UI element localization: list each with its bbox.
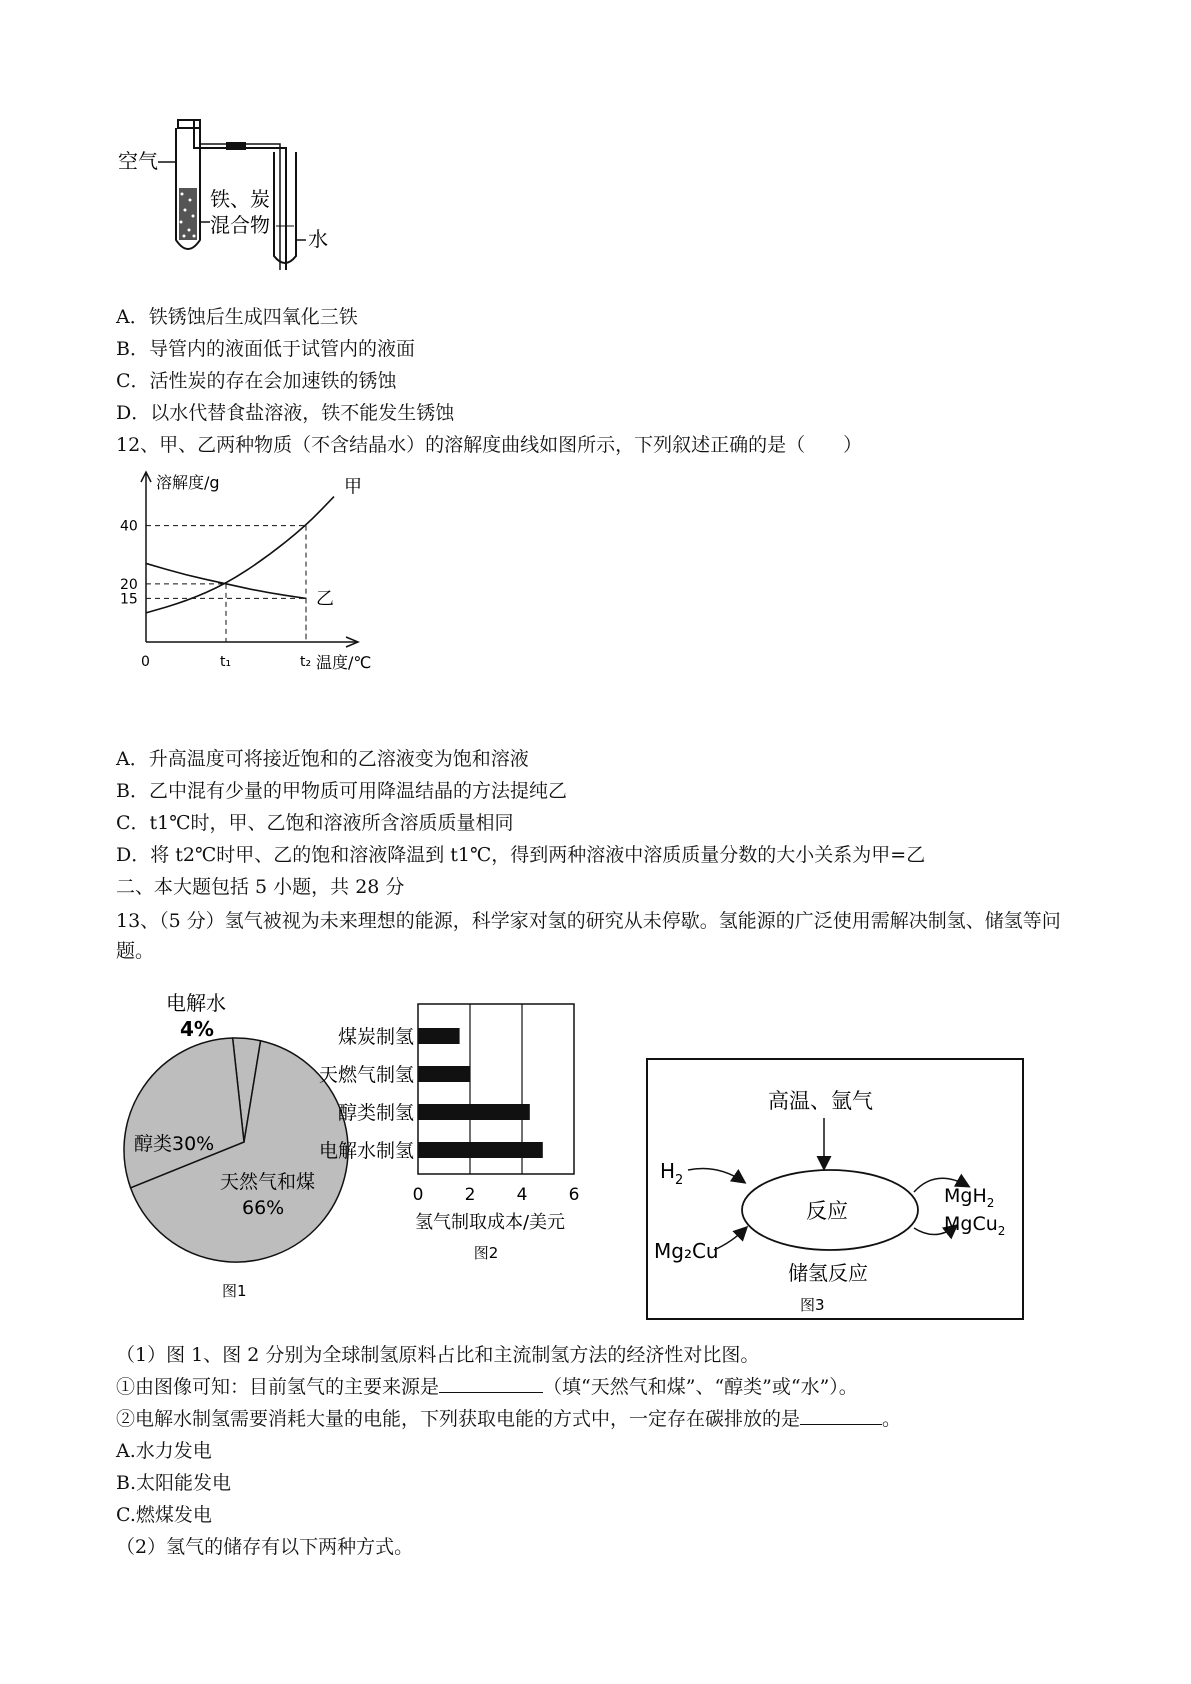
bar bbox=[418, 1104, 530, 1120]
hydrogen-cost-bar-chart bbox=[318, 1000, 630, 1280]
q13-item2 bbox=[116, 1406, 901, 1432]
fig3-mg2cu-label: Mg₂Cu bbox=[654, 1239, 719, 1263]
origin-label: 0 bbox=[141, 654, 150, 670]
bar-category-label: 醇类制氢 bbox=[337, 1102, 414, 1124]
bar-x-tick: 2 bbox=[464, 1185, 476, 1205]
bar-category-label: 天燃气制氢 bbox=[318, 1064, 414, 1086]
q11-option-b: B．导管内的液面低于试管内的液面 bbox=[116, 338, 415, 360]
bar bbox=[418, 1028, 460, 1044]
bar-x-tick: 4 bbox=[516, 1185, 528, 1205]
fig3-h2-label: $H_2$ bbox=[660, 1159, 684, 1188]
q13-item1-blank[interactable] bbox=[439, 1374, 543, 1393]
q12-stem: 12、甲、乙两种物质（不含结晶水）的溶解度曲线如图所示，下列叙述正确的是（ ） bbox=[116, 434, 863, 456]
hydrogen-storage-diagram bbox=[646, 1058, 1026, 1322]
x-axis-label: 温度/℃ bbox=[316, 653, 372, 672]
q13-item2-blank[interactable] bbox=[800, 1406, 882, 1425]
q12-option-a: A．升高温度可将接近饱和的乙溶液变为饱和溶液 bbox=[116, 748, 529, 770]
fig3-mgh2-label: MgH$_2$ bbox=[944, 1185, 995, 1210]
solubility-curve-chart bbox=[118, 470, 418, 725]
q11-option-c: C．活性炭的存在会加速铁的锈蚀 bbox=[116, 370, 397, 392]
fig3-caption: 图3 bbox=[800, 1296, 825, 1314]
bar-x-tick: 0 bbox=[412, 1185, 424, 1205]
fig3-reaction-label: 反应 bbox=[806, 1199, 848, 1223]
pie-value-gas-coal: 66% bbox=[242, 1197, 285, 1219]
bar bbox=[418, 1142, 543, 1158]
bar-x-label: 氢气制取成本/美元 bbox=[414, 1212, 566, 1233]
q13-choice-a: A.水力发电 bbox=[116, 1440, 212, 1462]
q13-choice-c: C.燃煤发电 bbox=[116, 1504, 212, 1526]
section-2-heading: 二、本大题包括 5 小题，共 28 分 bbox=[116, 876, 405, 898]
q13-item1-text: ①由图像可知：目前氢气的主要来源是 bbox=[116, 1376, 440, 1398]
bar-category-label: 煤炭制氢 bbox=[337, 1026, 414, 1048]
hydrogen-source-pie-chart bbox=[118, 972, 358, 1302]
rusting-apparatus-figure bbox=[110, 118, 360, 288]
mixture-label-2: 混合物 bbox=[210, 213, 270, 237]
pie-label-electrolysis: 电解水 bbox=[166, 991, 226, 1015]
q13-choice-b: B.太阳能发电 bbox=[116, 1472, 232, 1494]
water-label: 水 bbox=[308, 227, 328, 251]
pie-value-electrolysis: 4% bbox=[180, 1017, 214, 1041]
y-axis-label: 溶解度/g bbox=[156, 473, 220, 492]
fig3-condition-label: 高温、氩气 bbox=[768, 1089, 873, 1113]
q12-option-d: D．将 t2℃时甲、乙的饱和溶液降温到 t1℃，得到两种溶液中溶质质量分数的大小关系为甲=乙 bbox=[116, 844, 926, 866]
q11-option-d: D．以水代替食盐溶液，铁不能发生锈蚀 bbox=[116, 402, 455, 424]
y-tick-label: 20 bbox=[120, 576, 138, 593]
q13-item1 bbox=[116, 1374, 858, 1400]
series-label-jia: 甲 bbox=[344, 476, 362, 498]
q13-item1-hint: （填“天然气和煤”、“醇类”或“水”）。 bbox=[543, 1376, 858, 1398]
pie-caption: 图1 bbox=[222, 1282, 247, 1300]
bar-category-label: 电解水制氢 bbox=[318, 1140, 414, 1162]
pie-label-alcohols: 醇类30% bbox=[134, 1133, 215, 1155]
q13-item2-text: ②电解水制氢需要消耗大量的电能，下列获取电能的方式中，一定存在碳排放的是 bbox=[116, 1408, 801, 1430]
x-tick-label: t₁ bbox=[220, 654, 232, 670]
y-tick-label: 40 bbox=[120, 518, 138, 535]
q13-sub1: （1）图 1、图 2 分别为全球制氢原料占比和主流制氢方法的经济性对比图。 bbox=[116, 1344, 760, 1366]
bar bbox=[418, 1066, 470, 1082]
x-tick-label: t₂ bbox=[300, 654, 312, 670]
fig3-mgcu2-label: MgCu$_2$ bbox=[944, 1213, 1006, 1238]
y-tick-label: 15 bbox=[120, 591, 138, 608]
q13-sub2: （2）氢气的储存有以下两种方式。 bbox=[116, 1536, 414, 1558]
mixture-label-1: 铁、炭 bbox=[210, 187, 270, 211]
pie-label-gas-coal: 天然气和煤 bbox=[220, 1171, 316, 1193]
bar-caption: 图2 bbox=[473, 1244, 499, 1262]
air-label: 空气 bbox=[118, 149, 158, 173]
q12-option-c: C．t1℃时，甲、乙饱和溶液所含溶质质量相同 bbox=[116, 812, 514, 834]
q13-item2-end: 。 bbox=[882, 1408, 902, 1430]
q11-option-a: A．铁锈蚀后生成四氧化三铁 bbox=[116, 306, 358, 328]
bar-x-tick: 6 bbox=[568, 1185, 580, 1205]
q12-option-b: B．乙中混有少量的甲物质可用降温结晶的方法提纯乙 bbox=[116, 780, 567, 802]
series-label-yi: 乙 bbox=[316, 588, 334, 610]
q13-stem: 13、（5 分）氢气被视为未来理想的能源，科学家对氢的研究从未停歇。氢能源的广泛使用需解决制氢、储氢等问题。 bbox=[116, 910, 1061, 962]
fig3-storage-label: 储氢反应 bbox=[788, 1261, 868, 1285]
